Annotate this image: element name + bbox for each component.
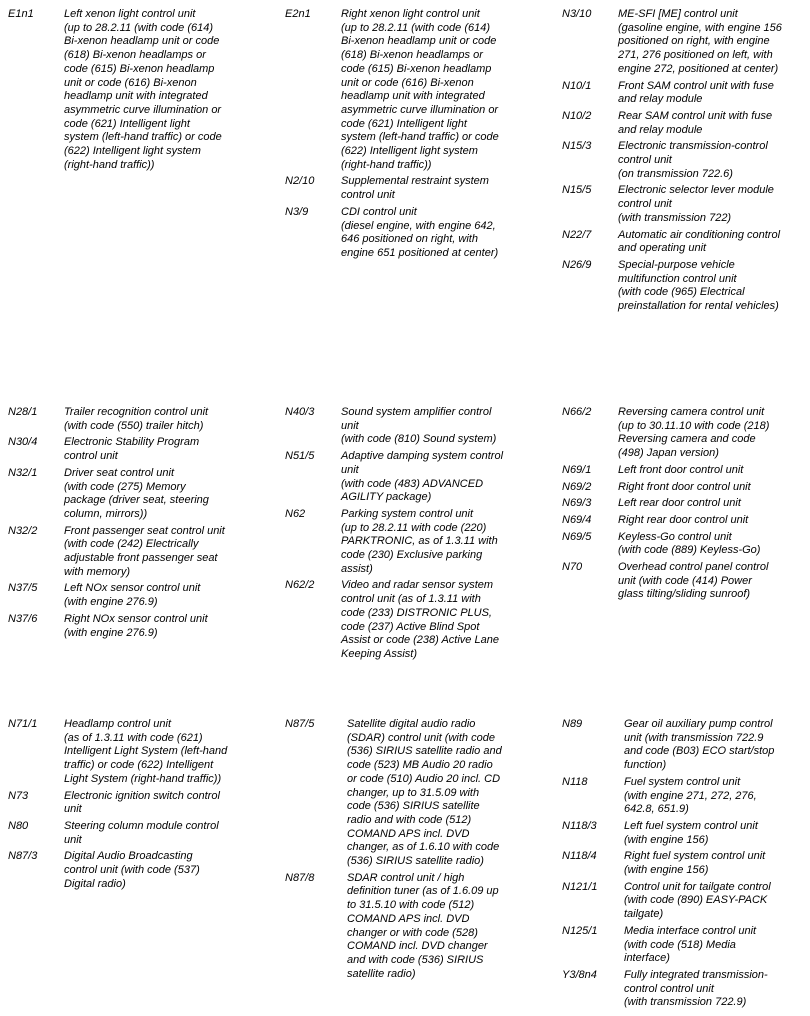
description-line: (with engine 156) — [624, 833, 709, 846]
legend-entry — [8, 613, 258, 640]
description-line: (SDAR) control unit (with code — [347, 731, 495, 744]
description-line: Reversing camera control unit — [618, 406, 765, 418]
component-description — [618, 140, 810, 181]
description-line: COMAND APS incl. DVD — [347, 827, 470, 840]
description-line: 642.8, 651.9) — [624, 803, 689, 816]
legend-entry — [562, 969, 810, 1010]
component-description — [341, 8, 535, 172]
description-line: (with code (483) ADVANCED — [341, 477, 484, 490]
description-line: (618) Bi-xenon headlamps or — [341, 49, 483, 62]
description-line: (right-hand traffic)) — [64, 158, 155, 171]
description-line: interface) — [624, 952, 670, 965]
legend-entry — [285, 206, 535, 261]
legend-entry — [285, 8, 535, 172]
component-description — [341, 450, 535, 505]
component-description — [624, 776, 810, 817]
description-line: ME-SFI [ME] control unit — [618, 8, 738, 20]
description-line: control control unit — [624, 982, 714, 995]
description-line: Automatic air conditioning control — [618, 228, 781, 241]
description-line: (618) Bi-xenon headlamps or — [64, 49, 206, 62]
description-line: Overhead control panel control — [618, 561, 769, 574]
description-line: code (615) Bi-xenon headlamp — [341, 62, 492, 75]
description-line: system (left-hand traffic) or code — [64, 131, 222, 144]
legend-column — [562, 8, 810, 317]
legend-entry — [8, 850, 258, 891]
component-description — [341, 206, 535, 261]
description-line: Digital radio) — [64, 877, 126, 890]
description-line: (with code (242) Electrically — [64, 538, 199, 551]
description-line: preinstallation for rental vehicles) — [618, 300, 779, 313]
legend-entry — [562, 820, 810, 847]
component-code: N62/2 — [285, 579, 315, 592]
component-code: N118/3 — [562, 819, 597, 832]
component-code: N32/2 — [8, 524, 38, 537]
component-description — [618, 514, 810, 528]
legend-entry — [8, 820, 258, 847]
description-line: CDI control unit — [341, 205, 417, 218]
legend-entry — [8, 8, 258, 172]
description-line: Special-purpose vehicle — [618, 258, 735, 271]
component-code: N37/6 — [8, 612, 38, 625]
description-line: (with transmission 722.9) — [624, 996, 747, 1009]
component-code: N3/10 — [562, 8, 592, 20]
component-code: N70 — [562, 561, 583, 574]
description-line: and operating unit — [618, 242, 707, 255]
legend-entry — [562, 776, 810, 817]
description-line: unit (with transmission 722.9 — [624, 731, 764, 744]
legend-entry — [8, 582, 258, 609]
description-line: engine 651 positioned at center) — [341, 246, 499, 259]
component-description — [64, 582, 258, 609]
description-line: headlamp unit with integrated — [64, 90, 208, 103]
component-description — [64, 406, 258, 433]
component-code: N3/9 — [285, 205, 309, 218]
legend-entry — [562, 184, 810, 225]
description-line: headlamp unit with integrated — [341, 90, 485, 103]
description-line: Satellite digital audio radio — [347, 718, 476, 730]
component-description — [347, 872, 535, 982]
description-line: code (536) SIRIUS satellite — [347, 800, 480, 813]
description-line: Intelligent Light System (left-hand — [64, 745, 228, 758]
description-line: tailgate) — [624, 908, 664, 921]
component-description — [624, 718, 810, 773]
description-line: (with code (550) trailer hitch) — [64, 419, 204, 432]
description-line: 271, 276 positioned on left, with — [618, 49, 773, 62]
description-line: column, mirrors)) — [64, 507, 148, 520]
component-code: N15/5 — [562, 184, 592, 197]
description-line: code (523) MB Audio 20 radio — [347, 759, 493, 772]
description-line: Parking system control unit — [341, 507, 474, 520]
component-code: N80 — [8, 819, 29, 832]
legend-entry — [8, 790, 258, 817]
description-line: unit — [64, 803, 82, 816]
component-description — [64, 525, 258, 580]
description-line: changer or with code (528) — [347, 926, 478, 939]
description-line: Trailer recognition control unit — [64, 406, 209, 418]
legend-entry — [8, 436, 258, 463]
description-line: (with code (965) Electrical — [618, 286, 745, 299]
description-line: Electronic Stability Program — [64, 436, 200, 449]
component-description — [341, 175, 535, 202]
legend-entry — [562, 718, 810, 773]
description-line: multifunction control unit — [618, 272, 737, 285]
description-line: (with code (810) Sound system) — [341, 433, 497, 446]
component-description — [341, 406, 535, 447]
legend-entry — [8, 525, 258, 580]
component-code: Y3/8n4 — [562, 968, 597, 981]
description-line: code (237) Active Blind Spot — [341, 620, 480, 633]
description-line: system (left-hand traffic) or code — [341, 131, 499, 144]
description-line: AGILITY package) — [341, 491, 432, 504]
description-line: (with code (275) Memory — [64, 480, 186, 493]
description-line: unit (with code (414) Power — [618, 574, 752, 587]
description-line: (with engine 276.9) — [64, 626, 158, 639]
description-line: engine 272, positioned at center) — [618, 62, 779, 75]
description-line: code (621) Intelligent light — [64, 117, 190, 130]
description-line: 646 positioned on right, with — [341, 233, 478, 246]
component-description — [341, 579, 535, 661]
component-code: N125/1 — [562, 924, 598, 937]
description-line: (with code (518) Media — [624, 938, 736, 951]
description-line: changer, as of 1.6.10 with code — [347, 841, 500, 854]
component-description — [618, 110, 810, 137]
description-line: Adaptive damping system control — [341, 450, 504, 463]
legend-entry — [8, 718, 258, 787]
component-code: N118/4 — [562, 850, 597, 863]
description-line: Bi-xenon headlamp unit or code — [341, 35, 497, 48]
description-line: (up to 28.2.11 (with code (614) — [341, 21, 490, 34]
legend-column — [285, 8, 535, 264]
description-line: Sound system amplifier control — [341, 406, 492, 418]
description-line: Electronic transmission-control — [618, 140, 768, 153]
legend-entry — [285, 175, 535, 202]
description-line: Keyless-Go control unit — [618, 530, 732, 543]
component-description — [64, 467, 258, 522]
description-line: unit — [341, 419, 359, 432]
description-line: Left NOx sensor control unit — [64, 582, 201, 595]
legend-entry — [562, 259, 810, 314]
legend-entry — [562, 140, 810, 181]
component-code: N66/2 — [562, 406, 592, 418]
description-line: code (615) Bi-xenon headlamp — [64, 62, 215, 75]
description-line: Headlamp control unit — [64, 718, 172, 730]
description-line: positioned on right, with engine — [618, 35, 770, 48]
legend-entry — [562, 514, 810, 528]
component-code: N69/5 — [562, 530, 592, 543]
description-line: traffic) or code (622) Intelligent — [64, 759, 214, 772]
description-line: Electronic ignition switch control — [64, 789, 220, 802]
description-line: Left xenon light control unit — [64, 8, 196, 20]
legend-entry — [285, 718, 535, 869]
component-description — [618, 8, 810, 77]
component-description — [64, 718, 258, 787]
component-code: N71/1 — [8, 718, 38, 730]
description-line: Gear oil auxiliary pump control — [624, 718, 773, 730]
component-description — [341, 508, 535, 577]
component-code: N10/2 — [562, 109, 592, 122]
description-line: (diesel engine, with engine 642, — [341, 219, 496, 232]
description-line: asymmetric curve illumination or — [341, 103, 499, 116]
description-line: Steering column module control — [64, 819, 219, 832]
description-line: Bi-xenon headlamp unit or code — [64, 35, 220, 48]
component-description — [618, 259, 810, 314]
component-description — [64, 613, 258, 640]
description-line: (with engine 156) — [624, 864, 709, 877]
legend-entry — [562, 561, 810, 602]
description-line: control unit (with code (537) — [64, 864, 200, 877]
description-line: Left fuel system control unit — [624, 819, 758, 832]
description-line: (622) Intelligent light system — [64, 145, 201, 158]
legend-entry — [562, 229, 810, 256]
description-line: Video and radar sensor system — [341, 579, 494, 592]
description-line: control unit — [341, 189, 395, 202]
component-code: N87/8 — [285, 871, 315, 884]
description-line: satellite radio) — [347, 967, 416, 980]
description-line: (536) SIRIUS satellite radio and — [347, 745, 502, 758]
description-line: or code (510) Audio 20 incl. CD — [347, 772, 501, 785]
description-line: Media interface control unit — [624, 924, 757, 937]
description-line: glass tilting/sliding sunroof) — [618, 588, 751, 601]
description-line: unit or code (616) Bi-xenon — [341, 76, 474, 89]
component-description — [618, 229, 810, 256]
component-description — [618, 80, 810, 107]
legend-entry — [562, 481, 810, 495]
description-line: definition tuner (as of 1.6.09 up — [347, 885, 499, 898]
legend-column — [8, 8, 258, 175]
description-line: Right xenon light control unit — [341, 8, 480, 20]
description-line: Left rear door control unit — [618, 497, 741, 510]
description-line: (up to 30.11.10 with code (218) — [618, 419, 770, 432]
component-code: E1n1 — [8, 8, 34, 20]
description-line: control unit — [64, 450, 118, 463]
legend-column — [562, 406, 810, 605]
description-line: Right fuel system control unit — [624, 850, 766, 863]
component-code: N22/7 — [562, 228, 592, 241]
component-description — [618, 497, 810, 511]
description-line: (with code (889) Keyless-Go) — [618, 544, 761, 557]
legend-entry — [562, 531, 810, 558]
description-line: (with transmission 722) — [618, 211, 732, 224]
description-line: Right NOx sensor control unit — [64, 612, 208, 625]
component-code: N51/5 — [285, 450, 315, 463]
legend-entry — [285, 508, 535, 577]
legend-entry — [562, 850, 810, 877]
legend-entry — [562, 8, 810, 77]
description-line: to 31.5.10 with code (512) — [347, 899, 475, 912]
description-line: Fully integrated transmission- — [624, 968, 768, 981]
legend-entry — [562, 406, 810, 461]
component-code: N69/4 — [562, 513, 592, 526]
description-line: (right-hand traffic)) — [341, 158, 432, 171]
description-line: and code (B03) ECO start/stop — [624, 745, 775, 758]
component-description — [624, 969, 810, 1010]
component-description — [618, 464, 810, 478]
component-code: N89 — [562, 718, 583, 730]
description-line: control unit — [618, 154, 672, 167]
component-code: N69/3 — [562, 497, 592, 510]
component-description — [347, 718, 535, 869]
description-line: code (233) DISTRONIC PLUS, — [341, 606, 492, 619]
legend-entry — [285, 579, 535, 661]
description-line: control unit — [618, 198, 672, 211]
legend-column — [285, 718, 535, 984]
description-line: (with code (890) EASY-PACK — [624, 894, 768, 907]
component-description — [618, 481, 810, 495]
description-line: SDAR control unit / high — [347, 871, 465, 884]
description-line: COMAND APS incl. DVD — [347, 912, 470, 925]
description-line: Front SAM control unit with fuse — [618, 79, 774, 92]
description-line: Front passenger seat control unit — [64, 524, 225, 537]
component-code: N118 — [562, 775, 588, 788]
component-description — [64, 436, 258, 463]
component-code: N10/1 — [562, 79, 592, 92]
component-code: N15/3 — [562, 140, 592, 153]
description-line: asymmetric curve illumination or — [64, 103, 222, 116]
description-line: (up to 28.2.11 with code (220) — [341, 521, 487, 534]
component-description — [624, 820, 810, 847]
component-code: N87/5 — [285, 718, 315, 730]
description-line: (with engine 271, 272, 276, — [624, 789, 757, 802]
component-code: N69/2 — [562, 480, 592, 493]
description-line: (536) SIRIUS satellite radio) — [347, 855, 484, 868]
description-line: assist) — [341, 562, 373, 575]
legend-entry — [562, 80, 810, 107]
description-line: adjustable front passenger seat — [64, 552, 218, 565]
component-code: N87/3 — [8, 850, 38, 863]
legend-entry — [285, 406, 535, 447]
description-line: and with code (536) SIRIUS — [347, 953, 484, 966]
description-line: function) — [624, 759, 667, 772]
legend-entry — [562, 464, 810, 478]
component-description — [64, 820, 258, 847]
description-line: with memory) — [64, 565, 131, 578]
component-code: N28/1 — [8, 406, 38, 418]
component-code: N26/9 — [562, 258, 592, 271]
description-line: Reversing camera and code — [618, 433, 756, 446]
component-code: N62 — [285, 507, 306, 520]
component-description — [618, 184, 810, 225]
description-line: (up to 28.2.11 (with code (614) — [64, 21, 213, 34]
description-line: (622) Intelligent light system — [341, 145, 478, 158]
description-line: Fuel system control unit — [624, 775, 741, 788]
description-line: (as of 1.3.11 with code (621) — [64, 731, 203, 744]
legend-column — [8, 718, 258, 894]
legend-entry — [562, 881, 810, 922]
component-code: N32/1 — [8, 466, 38, 479]
component-code: N69/1 — [562, 463, 592, 476]
description-line: changer, up to 31.5.09 with — [347, 786, 480, 799]
description-line: radio and with code (512) — [347, 813, 472, 826]
description-line: code (621) Intelligent light — [341, 117, 467, 130]
description-line: Electronic selector lever module — [618, 184, 774, 197]
component-code: N121/1 — [562, 880, 598, 893]
description-line: PARKTRONIC, as of 1.3.11 with — [341, 535, 498, 548]
description-line: Digital Audio Broadcasting — [64, 850, 193, 863]
description-line: Control unit for tailgate control — [624, 880, 771, 893]
legend-column — [562, 718, 810, 1013]
component-code: N73 — [8, 789, 29, 802]
component-description — [618, 531, 810, 558]
component-code: N37/5 — [8, 582, 38, 595]
description-line: (with engine 276.9) — [64, 596, 158, 609]
component-description — [64, 8, 258, 172]
component-description — [624, 850, 810, 877]
legend-entry — [285, 872, 535, 982]
description-line: Assist or code (238) Active Lane — [341, 634, 499, 647]
legend-entry — [8, 406, 258, 433]
description-line: Supplemental restraint system — [341, 175, 489, 188]
description-line: Driver seat control unit — [64, 466, 175, 479]
component-code: N2/10 — [285, 175, 315, 188]
description-line: (gasoline engine, with engine 156 — [618, 21, 782, 34]
legend-entry — [562, 110, 810, 137]
component-description — [64, 850, 258, 891]
description-line: unit or code (616) Bi-xenon — [64, 76, 197, 89]
description-line: package (driver seat, steering — [64, 494, 209, 507]
component-code: N30/4 — [8, 436, 38, 449]
description-line: code (230) Exclusive parking — [341, 549, 483, 562]
description-line: (498) Japan version) — [618, 447, 719, 460]
description-line: unit — [64, 833, 82, 846]
description-line: Light System (right-hand traffic)) — [64, 772, 222, 785]
description-line: Keeping Assist) — [341, 647, 418, 660]
component-description — [64, 790, 258, 817]
description-line: and relay module — [618, 93, 703, 106]
description-line: Right front door control unit — [618, 480, 751, 493]
description-line: unit — [341, 463, 359, 476]
description-line: Rear SAM control unit with fuse — [618, 109, 773, 122]
component-description — [618, 561, 810, 602]
description-line: (on transmission 722.6) — [618, 167, 733, 180]
description-line: COMAND incl. DVD changer — [347, 940, 488, 953]
component-description — [624, 881, 810, 922]
description-line: control unit (as of 1.3.11 with — [341, 593, 481, 606]
component-code: E2n1 — [285, 8, 311, 20]
component-code: N40/3 — [285, 406, 315, 418]
legend-column — [285, 406, 535, 665]
legend-column — [8, 406, 258, 643]
description-line: and relay module — [618, 123, 703, 136]
component-description — [624, 925, 810, 966]
legend-entry — [562, 497, 810, 511]
legend-entry — [285, 450, 535, 505]
legend-entry — [562, 925, 810, 966]
description-line: Left front door control unit — [618, 463, 744, 476]
component-description — [618, 406, 810, 461]
legend-entry — [8, 467, 258, 522]
description-line: Right rear door control unit — [618, 513, 749, 526]
